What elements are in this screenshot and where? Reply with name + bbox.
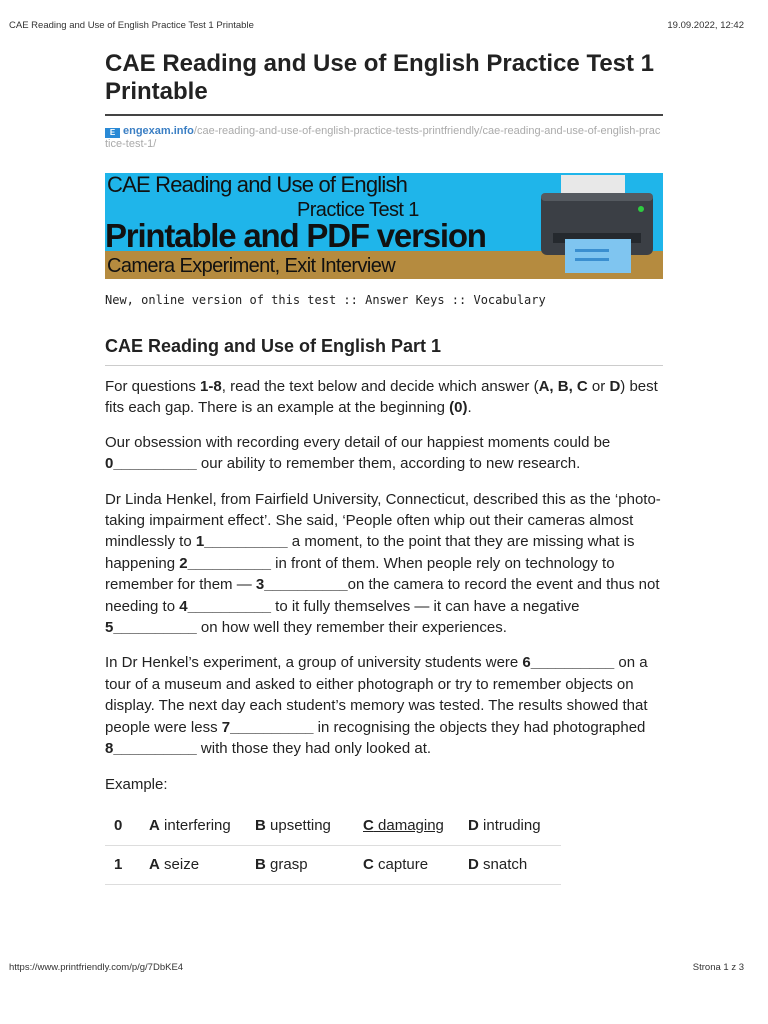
source-link[interactable] (105, 125, 663, 151)
link-vocabulary[interactable]: Vocabulary (473, 293, 546, 307)
link-answer-keys[interactable]: Answer Keys (365, 293, 445, 307)
option-a: A seize (149, 845, 255, 884)
banner-line1: CAE Reading and Use of English (107, 173, 408, 197)
paragraph-2: Dr Linda Henkel, from Fairfield University, Connecticut, described this as the ‘photo-taking impairment effect’. She said, ‘People often whip out their cameras almost mindlessly to 1__________ a moment, to the point that they are missing what is happening 2__________ in front of them. When people rely on technology to remember for them — 3__________on the camera to record the event and thus not needing to 4__________ to it fully themselves — it can have a negative 5__________ on how well they remember their experiences. (105, 490, 661, 637)
banner-line2: Practice Test 1 (297, 199, 419, 221)
option-d: D snatch (468, 845, 561, 884)
print-header-title: CAE Reading and Use of English Practice Test 1 Printable (9, 20, 254, 31)
option-c-correct: C damaging (363, 807, 468, 846)
page-title: CAE Reading and Use of English Practice Test 1 Printable (105, 50, 663, 116)
part-heading: CAE Reading and Use of English Part 1 (105, 335, 663, 366)
option-b: B grasp (255, 845, 363, 884)
article (105, 50, 663, 885)
answer-row (105, 845, 561, 884)
question-number: 1 (105, 845, 149, 884)
print-header (9, 20, 744, 31)
gap-2: 2__________ (179, 554, 272, 572)
site-favicon-icon: E (105, 128, 120, 138)
paragraph-1: Our obsession with recording every detail of our happiest moments could be 0__________ our ability to remember them, according to new research. (105, 433, 611, 473)
gap-3: 3__________ (255, 576, 348, 594)
option-d: D intruding (468, 807, 561, 846)
gap-5: 5__________ (105, 619, 197, 637)
source-domain[interactable]: engexam.info (123, 125, 194, 137)
gap-8: 8__________ (105, 740, 197, 758)
gap-6: 6__________ (522, 654, 615, 672)
instructions: For questions 1-8, read the text below and decide which answer (A, B, C or D) best fits each gap. There is an example at the beginning (0). (105, 378, 658, 417)
related-links: New, online version of this test :: Answer Keys :: Vocabulary (105, 293, 546, 307)
banner-line3: Printable and PDF version (105, 217, 486, 254)
gap-7: 7__________ (221, 718, 314, 736)
option-c: C capture (363, 845, 468, 884)
source-path[interactable]: /cae-reading-and-use-of-english-practice-tests-printfriendly/cae-reading-and-use-of-english-practice-test-1/ (105, 125, 661, 150)
option-a: A interfering (149, 807, 255, 846)
answer-row (105, 807, 561, 846)
paragraph-3: In Dr Henkel’s experiment, a group of university students were 6__________ on a tour of a museum and asked to either photograph or try to remember objects on display. The next day each student’s memory was tested. The results showed that people were less 7__________ in recognising the objects they had photographed 8__________ with those they had only looked at. (105, 654, 648, 758)
gap-0: 0__________ (105, 455, 197, 473)
option-b: B upsetting (255, 807, 363, 846)
print-header-datetime: 19.09.2022, 12:42 (667, 20, 744, 31)
banner-image (105, 173, 663, 279)
print-footer-url[interactable]: https://www.printfriendly.com/p/g/7DbKE4 (9, 962, 184, 973)
gap-1: 1__________ (195, 533, 288, 551)
banner-line4: Camera Experiment, Exit Interview (107, 255, 396, 277)
gap-4: 4__________ (179, 597, 271, 615)
page-number: Strona 1 z 3 (692, 962, 744, 973)
example-label: Example: (105, 775, 168, 793)
print-footer (9, 962, 744, 973)
question-number: 0 (105, 807, 149, 846)
answer-table (105, 807, 561, 885)
link-online-version[interactable]: New, online version of this test (105, 293, 337, 307)
